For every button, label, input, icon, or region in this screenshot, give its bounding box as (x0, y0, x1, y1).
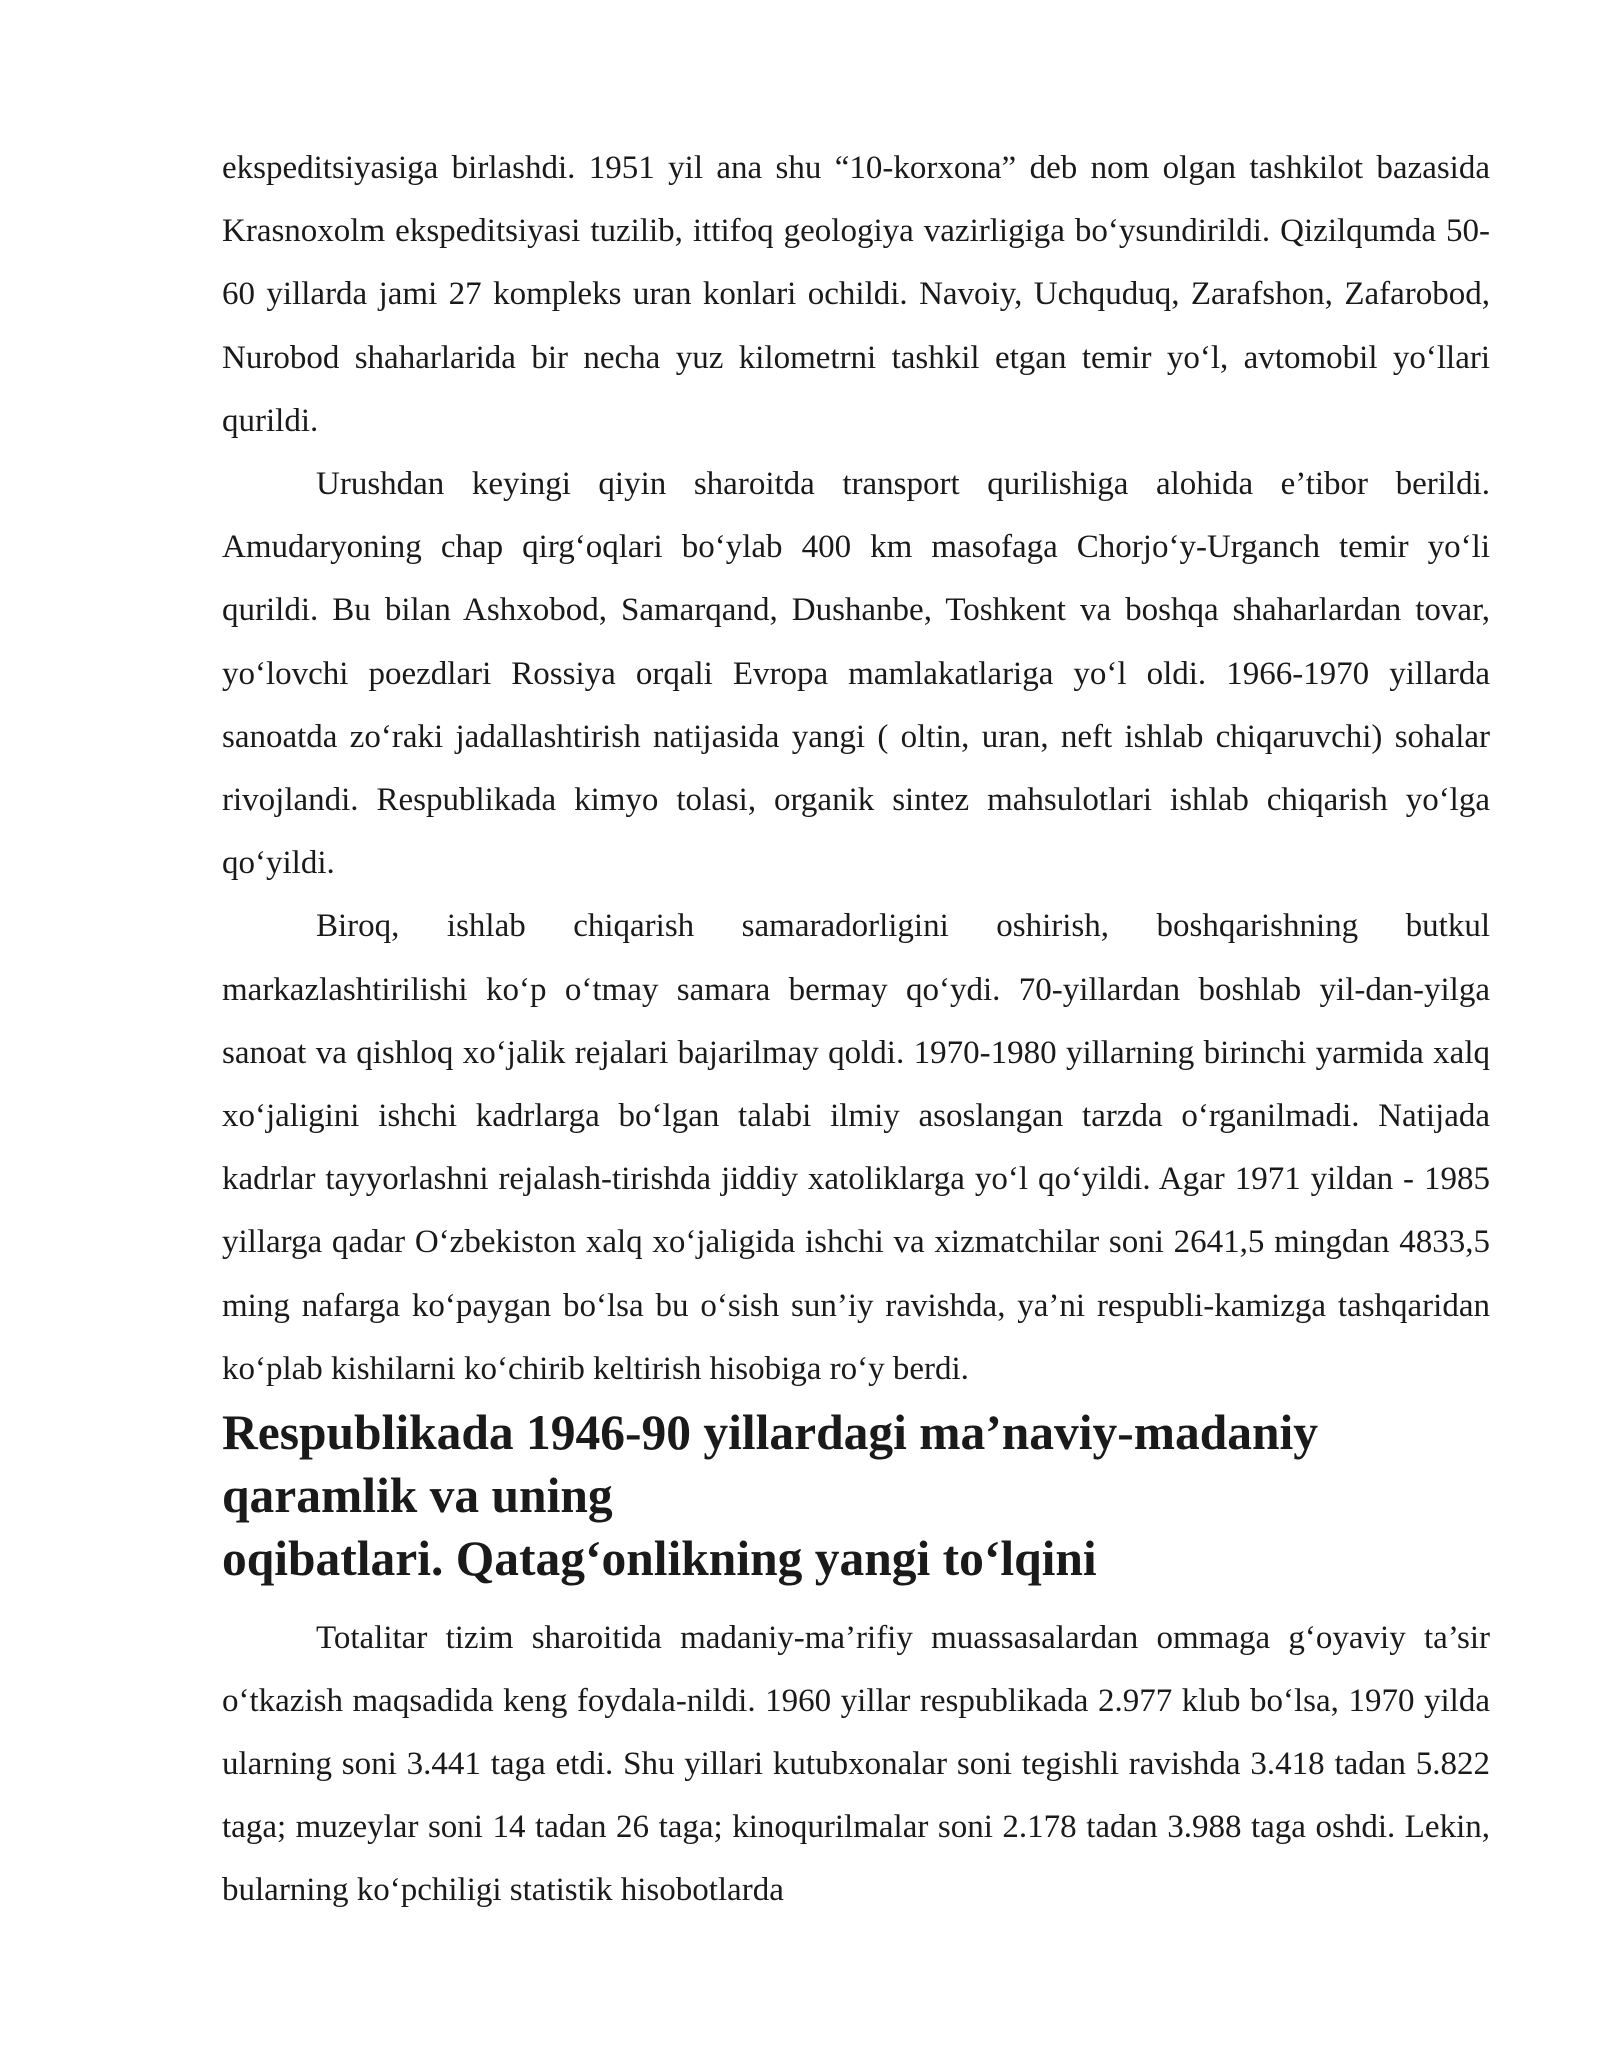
section-heading (222, 1401, 1490, 1591)
paragraph-transport: Urushdan keyingi qiyin sharoitda transport qurilishiga alohida e’tibor berildi. Amudaryoning chap qirg‘oqlari bo‘ylab 400 km masofaga Chorjo‘y-Urganch temir yo‘li qurildi. Bu bilan Ashxobod, Samarqand, Dushanbe, Toshkent va boshqa shaharlardan tovar, yo‘lovchi poezdlari Rossiya orqali Evropa mamlakatlariga yo‘l oldi. 1966-1970 yillarda sanoatda zo‘raki jadallashtirish natijasida yangi ( oltin, uran, neft ishlab chiqaruvchi) sohalar rivojlandi. Respublikada kimyo tolasi, organik sintez mahsulotlari ishlab chiqarish yo‘lga qo‘yildi. (222, 466, 1490, 882)
paragraph-cultural-institutions: Totalitar tizim sharoitida madaniy-ma’rifiy muassasalardan ommaga g‘oyaviy ta’sir o‘tkazish maqsadida keng foydala-nildi. 1960 yillar respublikada 2.977 klub bo‘lsa, 1970 yilda ularning soni 3.441 taga etdi. Shu yillari kutubxonalar soni tegishli ravishda 3.418 tadan 5.822 taga; muzeylar soni 14 tadan 26 taga; kinoqurilmalar soni 2.178 tadan 3.988 taga oshdi. Lekin, bularning ko‘pchiligi statistik hisobotlarda (222, 1619, 1490, 1909)
section-heading-line-2: oqibatlari. Qatag‘onlikning yangi to‘lqini (222, 1531, 1097, 1587)
paragraph-industry-efficiency: Biroq, ishlab chiqarish samaradorligini oshirish, boshqarishning butkul markazlashtirilishi ko‘p o‘tmay samara bermay qo‘ydi. 70-yillardan boshlab yil-dan-yilga sanoat va qishloq xo‘jalik rejalari bajarilmay qoldi. 1970-1980 yillarning birinchi yarmida xalq xo‘jaligini ishchi kadrlarga bo‘lgan talabi ilmiy asoslangan tarzda o‘rganilmadi. Natijada kadrlar tayyorlashni rejalash-tirishda jiddiy xatoliklarga yo‘l qo‘yildi. Agar 1971 yildan - 1985 yillarga qadar O‘zbekiston xalq xo‘jaligida ishchi va xizmatchilar soni 2641,5 mingdan 4833,5 ming nafarga ko‘paygan bo‘lsa bu o‘sish sun’iy ravishda, ya’ni respubli-kamizga tashqaridan ko‘plab kishilarni ko‘chirib keltirish hisobiga ro‘y berdi. (222, 908, 1490, 1387)
paragraph-continuation: ekspeditsiyasiga birlashdi. 1951 yil ana shu “10-korxona” deb nom olgan tashkilot bazasida Krasnoxolm ekspeditsiyasi tuzilib, ittifoq geologiya vazirligiga bo‘ysundirildi. Qizilqumda 50-60 yillarda jami 27 kompleks uran konlari ochildi. Navoiy, Uchquduq, Zarafshon, Zafarobod, Nurobod shaharlarida bir necha yuz kilometrni tashkil etgan temir yo‘l, avtomobil yo‘llari qurildi. (222, 150, 1490, 439)
section-heading-line-1: Respublikada 1946-90 yillardagi ma’naviy-madaniy qaramlik va uning (222, 1405, 1319, 1524)
document-page (222, 137, 1490, 1923)
